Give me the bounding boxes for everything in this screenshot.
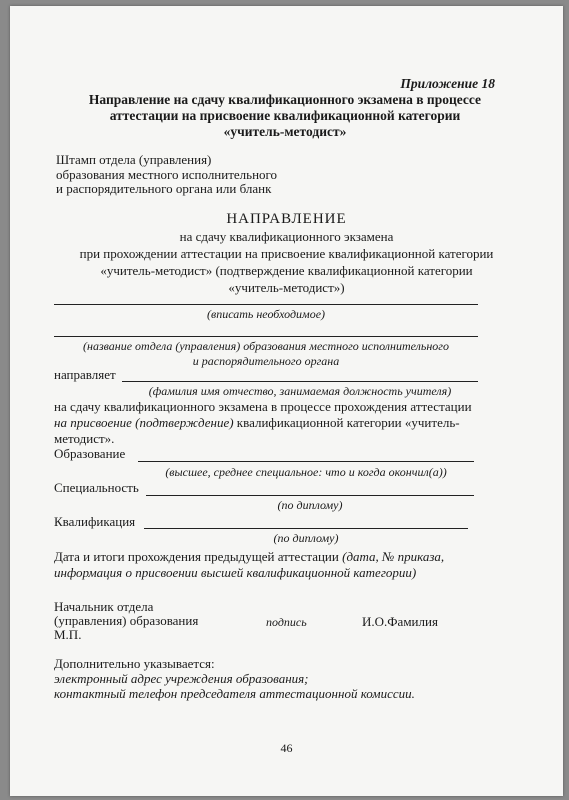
subtitle-line-4: «учитель-методист») [228,280,345,295]
exam-line-2-italic: на присвоение (подтверждение) [54,415,234,430]
exam-line-2-rest: квалификационной категории «учитель- [236,415,460,430]
head-line-2: (управления) образования [54,613,199,628]
signatory-name: И.О.Фамилия [362,614,438,629]
subtitle-line-2: при прохождении аттестации на присвоение квалификационной категории [79,246,494,261]
stamp-line-1: Штамп отдела (управления) [56,152,212,167]
blank-line-department[interactable] [54,336,478,337]
exam-line-1: на сдачу квалификационного экзамена в процессе прохождения аттестации [54,399,472,414]
label-education: Образование [54,446,126,461]
hint-insert: (вписать необходимое) [206,307,326,321]
head-of-department [54,600,198,642]
blank-line-insert[interactable] [54,304,478,305]
additional-title: Дополнительно указывается: [54,656,215,671]
page-number: 46 [280,741,293,755]
exam-line-3: методист». [54,431,115,446]
previous-attestation-line-1 [54,549,444,565]
additional-item-phone: контактный телефон председателя аттестационной комиссии. [54,686,415,701]
hint-by-diploma-1: (по диплому) [277,498,343,512]
blank-line-education[interactable] [138,461,474,462]
previous-attestation [54,549,444,581]
stamp-place: М.П. [54,627,82,642]
stamp-line-2: образования местного исполнительного [56,166,278,182]
hint-department-1: (название отдела (управления) образования местного исполнительного [83,339,449,353]
subtitle-line-3: «учитель-методист» (подтверждение квалификационной категории [100,263,473,278]
appendix-label: Приложение 18 [400,76,495,91]
heading-line-1: Направление на сдачу квалификационного экзамена в процессе [88,92,482,107]
label-sends: направляет [54,367,116,382]
heading-line-3: «учитель-методист» [223,124,347,139]
additional-item-email: электронный адрес учреждения образования; [54,671,309,686]
document-page [10,6,563,796]
exam-paragraph [54,399,500,447]
hint-by-diploma-2: (по диплому) [273,531,339,545]
blank-line-specialty[interactable] [146,495,474,496]
previous-attestation-italic-2: информация о присвоении высшей квалификационной категории) [54,565,417,580]
document-title: НАПРАВЛЕНИЕ [226,211,347,227]
hint-education: (высшее, среднее специальное: что и когда окончил(а)) [165,465,447,479]
head-line-1: Начальник отдела [54,599,154,614]
label-qualification: Квалификация [54,514,136,529]
subtitle-line-1: на сдачу квалификационного экзамена [179,229,394,244]
signature-hint: подпись [266,615,307,629]
hint-department-2: и распорядительного органа [192,354,340,368]
heading-line-2: аттестации на присвоение квалификационной категории [109,108,461,123]
document-heading [70,92,500,140]
previous-attestation-plain: Дата и итоги прохождения предыдущей аттестации [54,549,339,564]
previous-attestation-italic-1: (дата, № приказа, [342,549,445,564]
blank-line-qualification[interactable] [144,528,468,529]
additional-block [54,656,415,701]
stamp-line-3: и распорядительного органа или бланк [56,181,272,196]
blank-line-person[interactable] [122,381,478,382]
stamp-block [56,153,277,197]
hint-person: (фамилия имя отчество, занимаемая должность учителя) [148,384,452,398]
exam-line-2 [54,415,500,431]
label-specialty: Специальность [54,480,139,495]
